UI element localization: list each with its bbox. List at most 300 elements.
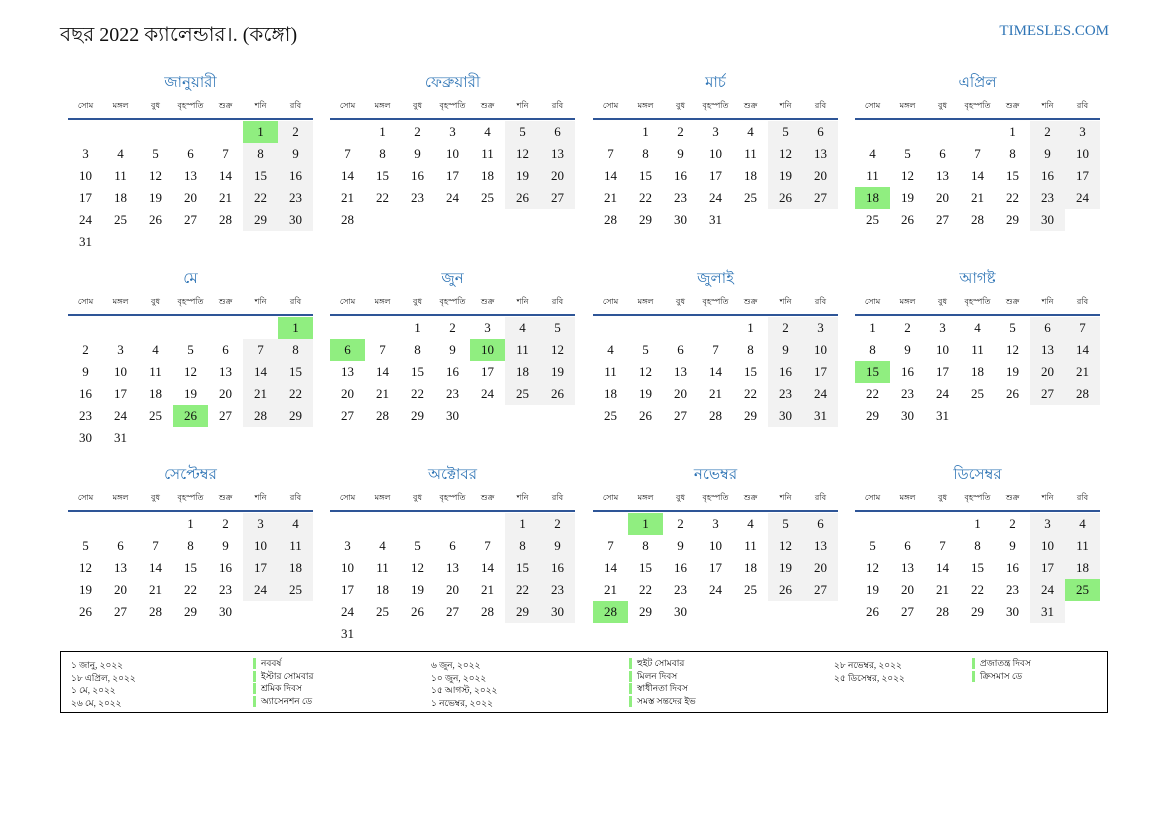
day-cell: 17 xyxy=(243,557,278,579)
day-cell: 5 xyxy=(187,342,194,357)
weekday-label: মঙ্গল xyxy=(374,100,391,110)
day-cell: 23 xyxy=(219,582,232,597)
day-cell: 26 xyxy=(505,187,540,209)
weekday-label: রবি xyxy=(814,100,827,110)
day-cell: 23 xyxy=(540,579,575,601)
holiday-date: ১৫ আগস্ট, ২০২২ xyxy=(431,685,498,695)
day-cell: 29 xyxy=(866,408,879,423)
day-cell: 8 xyxy=(869,342,876,357)
day-cell: 5 xyxy=(642,342,649,357)
days-grid xyxy=(68,120,313,251)
weekday-label: বৃহস্পতি xyxy=(177,492,204,502)
holiday-day-cell: 1 xyxy=(278,317,313,339)
weekday-label: বুধ xyxy=(413,296,422,306)
day-cell: 15 xyxy=(505,557,540,579)
day-cell: 27 xyxy=(901,604,914,619)
day-cell: 16 xyxy=(768,361,803,383)
month-block xyxy=(68,268,313,447)
day-cell: 16 xyxy=(1006,560,1019,575)
holiday-date: ৬ জুন, ২০২২ xyxy=(431,660,481,670)
weekday-label: বৃহস্পতি xyxy=(439,492,466,502)
day-cell: 3 xyxy=(117,342,124,357)
weekday-label: বুধ xyxy=(938,100,947,110)
day-cell: 4 xyxy=(869,146,876,161)
days-grid xyxy=(330,512,575,643)
weekday-label: বুধ xyxy=(938,296,947,306)
weekday-label: সোম xyxy=(77,296,94,306)
day-cell: 12 xyxy=(411,560,424,575)
day-cell: 13 xyxy=(803,143,838,165)
day-cell: 10 xyxy=(1030,535,1065,557)
day-cell: 24 xyxy=(1065,187,1100,209)
weekday-label: সোম xyxy=(77,100,94,110)
day-cell: 13 xyxy=(1030,339,1065,361)
day-cell: 7 xyxy=(712,342,719,357)
day-cell: 10 xyxy=(114,364,127,379)
day-cell: 13 xyxy=(901,560,914,575)
day-cell: 12 xyxy=(79,560,92,575)
day-cell: 2 xyxy=(1030,121,1065,143)
day-cell: 24 xyxy=(114,408,127,423)
day-cell: 8 xyxy=(187,538,194,553)
day-cell: 14 xyxy=(709,364,722,379)
holiday-day-cell: 6 xyxy=(330,339,365,361)
month-name: জুলাই xyxy=(697,271,734,287)
day-cell: 29 xyxy=(278,405,313,427)
day-cell: 27 xyxy=(674,408,687,423)
day-cell: 9 xyxy=(278,143,313,165)
day-cell: 22 xyxy=(505,579,540,601)
weekday-label: বুধ xyxy=(676,296,685,306)
month-name: সেপ্টেম্বর xyxy=(164,467,217,483)
month-block xyxy=(593,268,838,447)
weekday-header xyxy=(330,94,575,120)
day-cell: 21 xyxy=(219,190,232,205)
day-cell: 23 xyxy=(768,383,803,405)
day-cell: 7 xyxy=(607,146,614,161)
day-cell: 11 xyxy=(114,168,127,183)
day-cell: 6 xyxy=(449,538,456,553)
weekday-header xyxy=(593,486,838,512)
day-cell: 5 xyxy=(82,538,89,553)
day-cell: 6 xyxy=(1030,317,1065,339)
day-cell: 28 xyxy=(709,408,722,423)
day-cell: 30 xyxy=(278,209,313,231)
holiday-date: ২৮ নভেম্বর, ২০২২ xyxy=(834,660,902,670)
weekday-header xyxy=(330,486,575,512)
day-cell: 3 xyxy=(1030,513,1065,535)
day-cell: 6 xyxy=(803,513,838,535)
day-cell: 15 xyxy=(639,560,652,575)
holiday-day-cell: 15 xyxy=(855,361,890,383)
weekday-header xyxy=(330,290,575,316)
day-cell: 18 xyxy=(376,582,389,597)
day-cell: 30 xyxy=(1006,604,1019,619)
day-cell: 26 xyxy=(411,604,424,619)
day-cell: 19 xyxy=(411,582,424,597)
weekday-label: মঙ্গল xyxy=(112,296,129,306)
month-block xyxy=(68,72,313,251)
day-cell: 29 xyxy=(744,408,757,423)
day-cell: 28 xyxy=(219,212,232,227)
weekday-label: শুক্র xyxy=(218,296,233,306)
weekday-label: শনি xyxy=(254,492,267,502)
weekday-label: মঙ্গল xyxy=(112,492,129,502)
month-name: মার্চ xyxy=(705,75,726,91)
day-cell: 16 xyxy=(411,168,424,183)
day-cell: 22 xyxy=(866,386,879,401)
day-cell: 19 xyxy=(540,361,575,383)
weekday-label: শুক্র xyxy=(743,296,758,306)
weekday-label: শুক্র xyxy=(480,296,495,306)
day-cell: 9 xyxy=(540,535,575,557)
day-cell: 9 xyxy=(768,339,803,361)
weekday-label: বৃহস্পতি xyxy=(177,296,204,306)
weekday-header xyxy=(855,94,1100,120)
day-cell: 2 xyxy=(222,516,229,531)
day-cell: 20 xyxy=(446,582,459,597)
day-cell: 19 xyxy=(79,582,92,597)
day-cell: 28 xyxy=(376,408,389,423)
day-cell: 26 xyxy=(768,187,803,209)
day-cell: 21 xyxy=(341,190,354,205)
day-cell: 19 xyxy=(505,165,540,187)
holiday-day-cell: 1 xyxy=(243,121,278,143)
day-cell: 14 xyxy=(376,364,389,379)
month-block xyxy=(855,72,1100,251)
day-cell: 23 xyxy=(79,408,92,423)
day-cell: 8 xyxy=(243,143,278,165)
weekday-header xyxy=(855,290,1100,316)
holiday-name: হুইট সোমবার xyxy=(629,658,684,669)
day-cell: 10 xyxy=(243,535,278,557)
day-cell: 9 xyxy=(677,146,684,161)
day-cell: 24 xyxy=(79,212,92,227)
day-cell: 4 xyxy=(974,320,981,335)
day-cell: 11 xyxy=(604,364,617,379)
holiday-name: স্বাধীনতা দিবস xyxy=(629,683,688,694)
day-cell: 5 xyxy=(505,121,540,143)
day-cell: 13 xyxy=(936,168,949,183)
day-cell: 22 xyxy=(278,383,313,405)
month-block xyxy=(330,72,575,251)
day-cell: 6 xyxy=(939,146,946,161)
day-cell: 14 xyxy=(971,168,984,183)
month-name: আগষ্ট xyxy=(959,271,996,287)
day-cell: 14 xyxy=(1065,339,1100,361)
day-cell: 28 xyxy=(604,212,617,227)
day-cell: 24 xyxy=(936,386,949,401)
day-cell: 27 xyxy=(341,408,354,423)
day-cell: 9 xyxy=(677,538,684,553)
day-cell: 30 xyxy=(1030,209,1065,231)
day-cell: 25 xyxy=(505,383,540,405)
weekday-label: রবি xyxy=(1076,492,1089,502)
day-cell: 14 xyxy=(341,168,354,183)
weekday-label: মঙ্গল xyxy=(374,492,391,502)
day-cell: 11 xyxy=(505,339,540,361)
day-cell: 31 xyxy=(114,430,127,445)
day-cell: 19 xyxy=(901,190,914,205)
day-cell: 30 xyxy=(674,604,687,619)
holiday-day-cell: 26 xyxy=(173,405,208,427)
day-cell: 29 xyxy=(639,212,652,227)
weekday-label: শনি xyxy=(516,100,529,110)
day-cell: 24 xyxy=(341,604,354,619)
day-cell: 7 xyxy=(607,538,614,553)
day-cell: 17 xyxy=(936,364,949,379)
weekday-label: বুধ xyxy=(151,296,160,306)
day-cell: 27 xyxy=(1030,383,1065,405)
day-cell: 9 xyxy=(222,538,229,553)
day-cell: 4 xyxy=(607,342,614,357)
days-grid xyxy=(330,120,575,251)
day-cell: 15 xyxy=(243,165,278,187)
day-cell: 8 xyxy=(974,538,981,553)
month-block xyxy=(855,464,1100,643)
day-cell: 21 xyxy=(604,190,617,205)
day-cell: 4 xyxy=(1065,513,1100,535)
day-cell: 19 xyxy=(1006,364,1019,379)
day-cell: 27 xyxy=(114,604,127,619)
weekday-label: শনি xyxy=(1041,296,1054,306)
weekday-label: রবি xyxy=(814,296,827,306)
day-cell: 12 xyxy=(768,143,803,165)
day-cell: 22 xyxy=(184,582,197,597)
day-cell: 13 xyxy=(219,364,232,379)
day-cell: 31 xyxy=(936,408,949,423)
month-block xyxy=(855,268,1100,447)
day-cell: 17 xyxy=(709,168,722,183)
day-cell: 4 xyxy=(278,513,313,535)
day-cell: 29 xyxy=(971,604,984,619)
day-cell: 22 xyxy=(411,386,424,401)
holiday-name: মিলন দিবস xyxy=(629,671,677,682)
days-grid xyxy=(855,316,1100,447)
day-cell: 3 xyxy=(449,124,456,139)
day-cell: 22 xyxy=(1006,190,1019,205)
day-cell: 8 xyxy=(1009,146,1016,161)
weekday-label: বৃহস্পতি xyxy=(702,296,729,306)
day-cell: 20 xyxy=(803,165,838,187)
day-cell: 7 xyxy=(222,146,229,161)
weekday-label: শুক্র xyxy=(480,492,495,502)
month-block xyxy=(593,72,838,251)
day-cell: 7 xyxy=(152,538,159,553)
day-cell: 9 xyxy=(82,364,89,379)
day-cell: 30 xyxy=(901,408,914,423)
weekday-label: বুধ xyxy=(938,492,947,502)
day-cell: 13 xyxy=(803,535,838,557)
day-cell: 29 xyxy=(243,209,278,231)
holiday-name: নববর্ষ xyxy=(253,658,281,669)
day-cell: 25 xyxy=(971,386,984,401)
day-cell: 20 xyxy=(341,386,354,401)
day-cell: 14 xyxy=(604,560,617,575)
day-cell: 22 xyxy=(376,190,389,205)
weekday-label: শনি xyxy=(779,100,792,110)
day-cell: 16 xyxy=(674,168,687,183)
month-name: ফেব্রুয়ারী xyxy=(424,75,481,91)
day-cell: 5 xyxy=(540,317,575,339)
holiday-day-cell: 1 xyxy=(628,513,663,535)
holiday-name: ক্রিসমাস ডে xyxy=(972,671,1022,682)
day-cell: 27 xyxy=(184,212,197,227)
day-cell: 15 xyxy=(184,560,197,575)
day-cell: 13 xyxy=(114,560,127,575)
day-cell: 16 xyxy=(901,364,914,379)
weekday-label: বৃহস্পতি xyxy=(702,100,729,110)
day-cell: 24 xyxy=(1030,579,1065,601)
day-cell: 31 xyxy=(79,234,92,249)
weekday-header xyxy=(68,486,313,512)
day-cell: 1 xyxy=(974,516,981,531)
day-cell: 17 xyxy=(341,582,354,597)
day-cell: 23 xyxy=(1030,187,1065,209)
weekday-label: রবি xyxy=(289,492,302,502)
day-cell: 15 xyxy=(971,560,984,575)
day-cell: 4 xyxy=(747,124,754,139)
day-cell: 6 xyxy=(222,342,229,357)
day-cell: 20 xyxy=(219,386,232,401)
holiday-name: অ্যাসেনশন ডে xyxy=(253,696,312,707)
day-cell: 28 xyxy=(1065,383,1100,405)
day-cell: 17 xyxy=(446,168,459,183)
day-cell: 21 xyxy=(971,190,984,205)
day-cell: 2 xyxy=(1009,516,1016,531)
day-cell: 5 xyxy=(869,538,876,553)
weekday-label: সোম xyxy=(864,296,881,306)
weekday-label: বৃহস্পতি xyxy=(177,100,204,110)
day-cell: 24 xyxy=(803,383,838,405)
weekday-header xyxy=(593,94,838,120)
days-grid xyxy=(593,120,838,251)
day-cell: 10 xyxy=(446,146,459,161)
weekday-label: মঙ্গল xyxy=(637,100,654,110)
weekday-label: শুক্র xyxy=(1005,296,1020,306)
day-cell: 11 xyxy=(1065,535,1100,557)
day-cell: 19 xyxy=(639,386,652,401)
holiday-date: ২৬ মে, ২০২২ xyxy=(71,697,122,708)
weekday-label: সোম xyxy=(864,100,881,110)
day-cell: 20 xyxy=(901,582,914,597)
day-cell: 10 xyxy=(1065,143,1100,165)
weekday-label: রবি xyxy=(551,100,564,110)
day-cell: 28 xyxy=(341,212,354,227)
holiday-date: ২৫ ডিসেম্বর, ২০২২ xyxy=(834,672,905,683)
day-cell: 27 xyxy=(219,408,232,423)
day-cell: 25 xyxy=(149,408,162,423)
day-cell: 16 xyxy=(278,165,313,187)
holiday-day-cell: 28 xyxy=(593,601,628,623)
month-block xyxy=(330,268,575,447)
day-cell: 5 xyxy=(768,121,803,143)
holiday-name: প্রজাতন্ত্র দিবস xyxy=(972,658,1031,669)
holiday-date: ১ জানু, ২০২২ xyxy=(71,660,124,670)
day-cell: 6 xyxy=(803,121,838,143)
day-cell: 16 xyxy=(446,364,459,379)
month-block xyxy=(68,464,313,643)
days-grid xyxy=(593,316,838,447)
day-cell: 13 xyxy=(540,143,575,165)
weekday-label: বুধ xyxy=(676,100,685,110)
day-cell: 31 xyxy=(709,212,722,227)
day-cell: 24 xyxy=(446,190,459,205)
month-name: ডিসেম্বর xyxy=(953,467,1002,483)
day-cell: 26 xyxy=(1006,386,1019,401)
site-link[interactable]: TIMESLES.COM xyxy=(999,23,1109,39)
weekday-label: রবি xyxy=(551,492,564,502)
day-cell: 29 xyxy=(184,604,197,619)
day-cell: 14 xyxy=(243,361,278,383)
day-cell: 26 xyxy=(768,579,803,601)
weekday-label: সোম xyxy=(864,492,881,502)
month-block xyxy=(593,464,838,643)
holiday-date: ১ নভেম্বর, ২০২২ xyxy=(431,697,493,708)
day-cell: 14 xyxy=(481,560,494,575)
day-cell: 22 xyxy=(971,582,984,597)
day-cell: 18 xyxy=(149,386,162,401)
day-cell: 3 xyxy=(803,317,838,339)
day-cell: 8 xyxy=(278,339,313,361)
day-cell: 2 xyxy=(278,121,313,143)
day-cell: 2 xyxy=(449,320,456,335)
holiday-legend xyxy=(60,651,1108,713)
day-cell: 27 xyxy=(936,212,949,227)
day-cell: 23 xyxy=(901,386,914,401)
day-cell: 2 xyxy=(82,342,89,357)
day-cell: 20 xyxy=(184,190,197,205)
day-cell: 31 xyxy=(341,626,354,641)
day-cell: 17 xyxy=(114,386,127,401)
day-cell: 28 xyxy=(971,212,984,227)
day-cell: 18 xyxy=(604,386,617,401)
day-cell: 29 xyxy=(411,408,424,423)
day-cell: 9 xyxy=(414,146,421,161)
day-cell: 10 xyxy=(709,146,722,161)
day-cell: 10 xyxy=(79,168,92,183)
day-cell: 8 xyxy=(747,342,754,357)
day-cell: 2 xyxy=(904,320,911,335)
weekday-label: সোম xyxy=(339,492,356,502)
month-name: নভেম্বর xyxy=(693,467,738,483)
weekday-label: শুক্র xyxy=(218,492,233,502)
day-cell: 14 xyxy=(936,560,949,575)
weekday-label: বৃহস্পতি xyxy=(964,492,991,502)
day-cell: 16 xyxy=(540,557,575,579)
day-cell: 15 xyxy=(411,364,424,379)
day-cell: 8 xyxy=(642,146,649,161)
day-cell: 26 xyxy=(866,604,879,619)
day-cell: 28 xyxy=(481,604,494,619)
day-cell: 22 xyxy=(243,187,278,209)
day-cell: 19 xyxy=(184,386,197,401)
month-block xyxy=(330,464,575,643)
day-cell: 25 xyxy=(866,212,879,227)
holiday-date: ১ মে, ২০২২ xyxy=(71,685,116,695)
day-cell: 3 xyxy=(939,320,946,335)
days-grid xyxy=(855,512,1100,643)
month-name: জানুয়ারী xyxy=(164,75,217,91)
day-cell: 26 xyxy=(901,212,914,227)
day-cell: 27 xyxy=(540,187,575,209)
day-cell: 18 xyxy=(744,168,757,183)
day-cell: 21 xyxy=(1065,361,1100,383)
weekday-label: শনি xyxy=(254,100,267,110)
weekday-label: শুক্র xyxy=(743,492,758,502)
day-cell: 20 xyxy=(674,386,687,401)
day-cell: 20 xyxy=(936,190,949,205)
